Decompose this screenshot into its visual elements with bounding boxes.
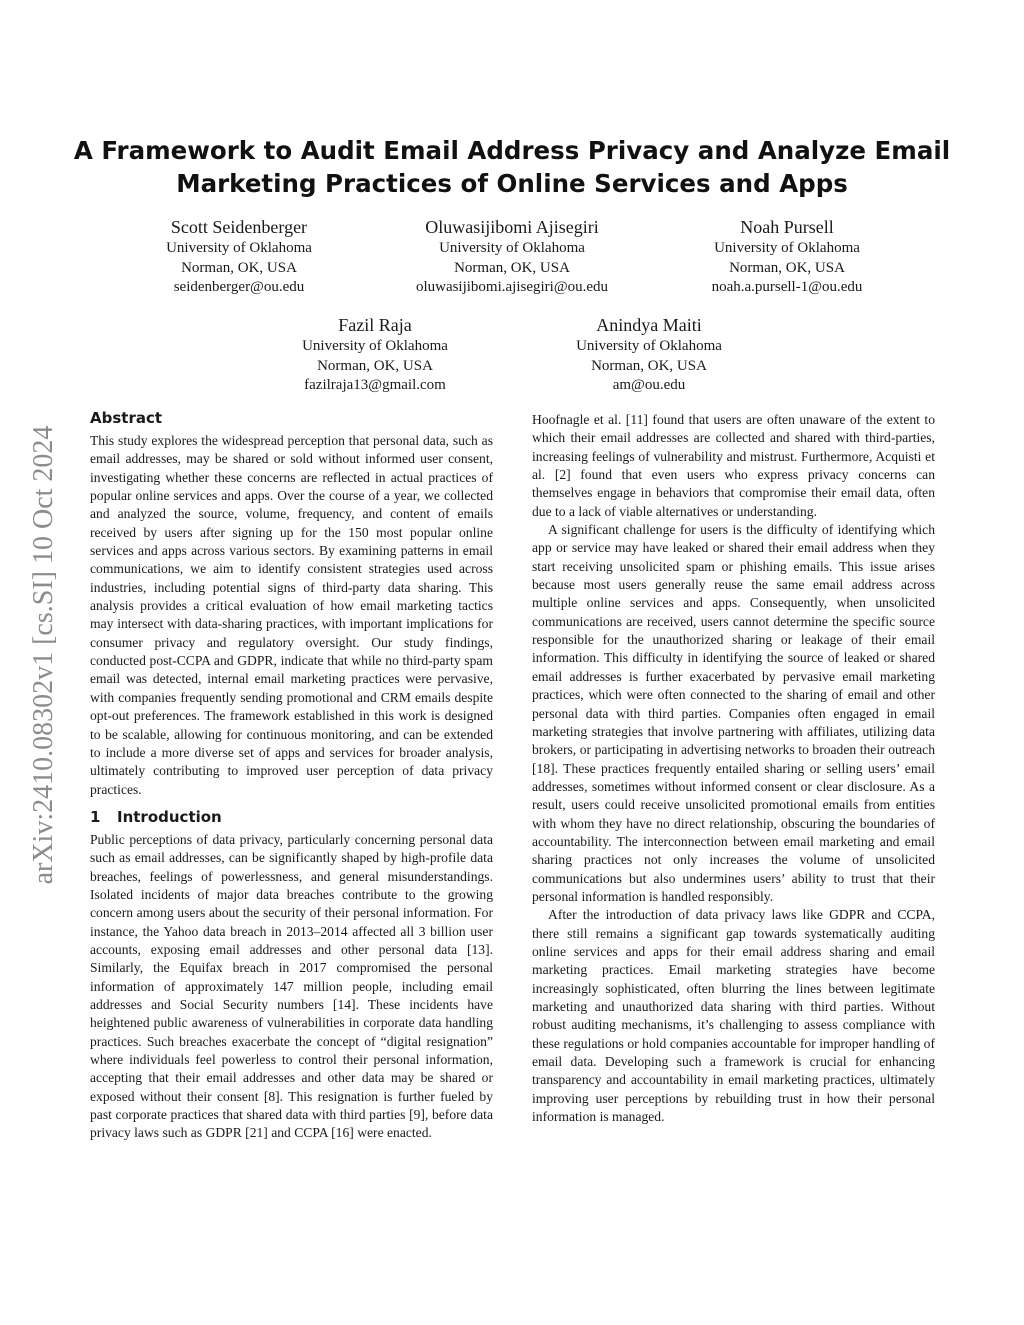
paper-title — [60, 134, 964, 200]
author-location: Norman, OK, USA — [317, 357, 433, 374]
abstract-text: This study explores the widespread perception that personal data, such as email addresses, may be shared or sold without informed user consent, investigating whether these concerns are reflected in actual practices of popular online services and apps. Over the course of a year, we collected and analyzed the source, volume, frequency, and content of emails received by users after signing up for the 150 most popular online services and apps across various sectors. By examining patterns in email communications, we aim to identify consistent strategies used across industries, including potential signs of third-party data sharing. This analysis provides a critical evaluation of how email marketing tactics may intersect with data-sharing practices, with important implications for consumer privacy and regulatory oversight. Our study findings, conducted post-CCPA and GDPR, indicate that while no third-party spam email was detected, internal email marketing practices were pervasive, with companies frequently sending promotional and CRM emails despite opt-out preferences. The framework established in this work is designed to be scalable, allowing for continuous monitoring, and can be extended to include a more diverse set of apps and services for broader analysis, ultimately contributing to improved user perception of data privacy practices. — [90, 433, 493, 797]
author-location: Norman, OK, USA — [591, 357, 707, 374]
author-email: am@ou.edu — [612, 377, 686, 393]
author-affiliation: University of Oklahoma — [714, 240, 860, 256]
arxiv-identifier-stamp: arXiv:2410.08302v1 [cs.SI] 10 Oct 2024 — [28, 425, 59, 885]
author-email: fazilraja13@gmail.com — [304, 377, 446, 393]
author-location: Norman, OK, USA — [181, 259, 297, 276]
author-name: Fazil Raja — [338, 315, 412, 335]
intro-paragraph-2: A significant challenge for users is the difficulty of identifying which app or service may have leaked or shared their email address when they start receiving unsolicited spam or phishing emails. This issue arises because most users generally reuse the same email address across multiple online services and apps. Consequently, when unsolicited communications are received, users cannot determine the specific source responsible for the unauthorized sharing or leakage of their email information. This difficulty in identifying the source of leaked or shared email addresses is further exacerbated by pervasive email marketing practices, which were often connected to the sharing of email and other personal data with third parties. Companies often engaged in email marketing strategies that involve partnering with affiliates, utilizing data brokers, or participating in advertising networks to broaden their outreach [18]. These practices frequently entailed sharing or selling users’ email addresses, sometimes without informed consent or clear disclosure. As a result, users could receive unsolicited promotional emails from entities with whom they have no direct relationship, obscuring the boundaries of accountability. The interconnection between email marketing and email sharing practices not only increases the volume of unsolicited communications but also undermines users’ ability to trust that their personal information is handled responsibly. — [532, 522, 935, 904]
paper-title-line-2: Marketing Practices of Online Services and Apps — [176, 169, 848, 198]
author-block-3 — [677, 215, 897, 298]
intro-paragraph-1-continued: Hoofnagle et al. [11] found that users are often unaware of the extent to which their email addresses are collected and shared with third-parties, increasing feelings of vulnerability and mistrust. Furthermore, Acquisti et al. [2] found that even users who express privacy concerns can themselves engage in behaviors that compromise their email data, often due to a lack of viable alternatives or understanding. — [532, 412, 935, 519]
abstract-heading: Abstract — [90, 409, 163, 427]
author-affiliation: University of Oklahoma — [166, 240, 312, 256]
author-location: Norman, OK, USA — [454, 259, 570, 276]
author-block-2 — [387, 215, 637, 298]
section-number: 1 — [90, 807, 101, 826]
author-block-1 — [139, 215, 339, 298]
author-email: noah.a.pursell-1@ou.edu — [711, 279, 863, 295]
author-name: Noah Pursell — [740, 217, 834, 237]
intro-paragraph-1: Public perceptions of data privacy, particularly concerning personal data such as email addresses, can be significantly shaped by high-profile data breaches, feelings of powerlessness, and general misunderstandings. Isolated incidents of major data breaches contribute to the growing concern among users about the security of their personal information. For instance, the Yahoo data breach in 2013–2014 affected all 3 billion user accounts, exposing email addresses and other personal data [13]. Similarly, the Equifax breach in 2017 compromised the personal information of approximately 147 million people, including email addresses and Social Security numbers [14]. These incidents have heightened public awareness of vulnerabilities in corporate data handling practices. Such breaches exacerbate the concept of “digital resignation” where individuals feel powerless to control their personal information, accepting that their email addresses and other data may be shared or exposed without their consent [8]. This resignation is further fueled by past corporate practices that shared data with third parties [9], before data privacy laws such as GDPR [21] and CCPA [16] were enacted. — [90, 831, 493, 1141]
author-affiliation: University of Oklahoma — [439, 240, 585, 256]
author-name: Oluwasijibomi Ajisegiri — [425, 217, 599, 237]
author-affiliation: University of Oklahoma — [302, 338, 448, 354]
intro-paragraph-3: After the introduction of data privacy laws like GDPR and CCPA, there still remains a significant gap towards systematically auditing online services and apps for their email address sharing and email marketing practices. Email marketing strategies have become increasingly sophisticated, often blurring the lines between legitimate marketing and unauthorized data sharing with third parties. Without robust auditing mechanisms, it’s challenging to assess compliance with these regulations or hold companies accountable for improper handling of email data. Developing such a framework is crucial for enhancing transparency and accountability in email marketing practices, ultimately improving user perceptions by rebuilding trust in how their personal information is managed. — [532, 907, 935, 1125]
introduction-heading — [90, 807, 493, 827]
author-name: Anindya Maiti — [596, 315, 702, 335]
author-location: Norman, OK, USA — [729, 259, 845, 276]
author-block-4 — [275, 313, 475, 396]
author-email: seidenberger@ou.edu — [173, 279, 305, 295]
right-column — [532, 411, 935, 1126]
left-column — [90, 408, 493, 1143]
author-email: oluwasijibomi.ajisegiri@ou.edu — [415, 279, 609, 295]
section-title: Introduction — [117, 807, 222, 826]
author-block-5 — [549, 313, 749, 396]
paper-title-line-1: A Framework to Audit Email Address Privacy and Analyze Email — [73, 136, 951, 165]
author-name: Scott Seidenberger — [170, 217, 308, 237]
author-affiliation: University of Oklahoma — [576, 338, 722, 354]
